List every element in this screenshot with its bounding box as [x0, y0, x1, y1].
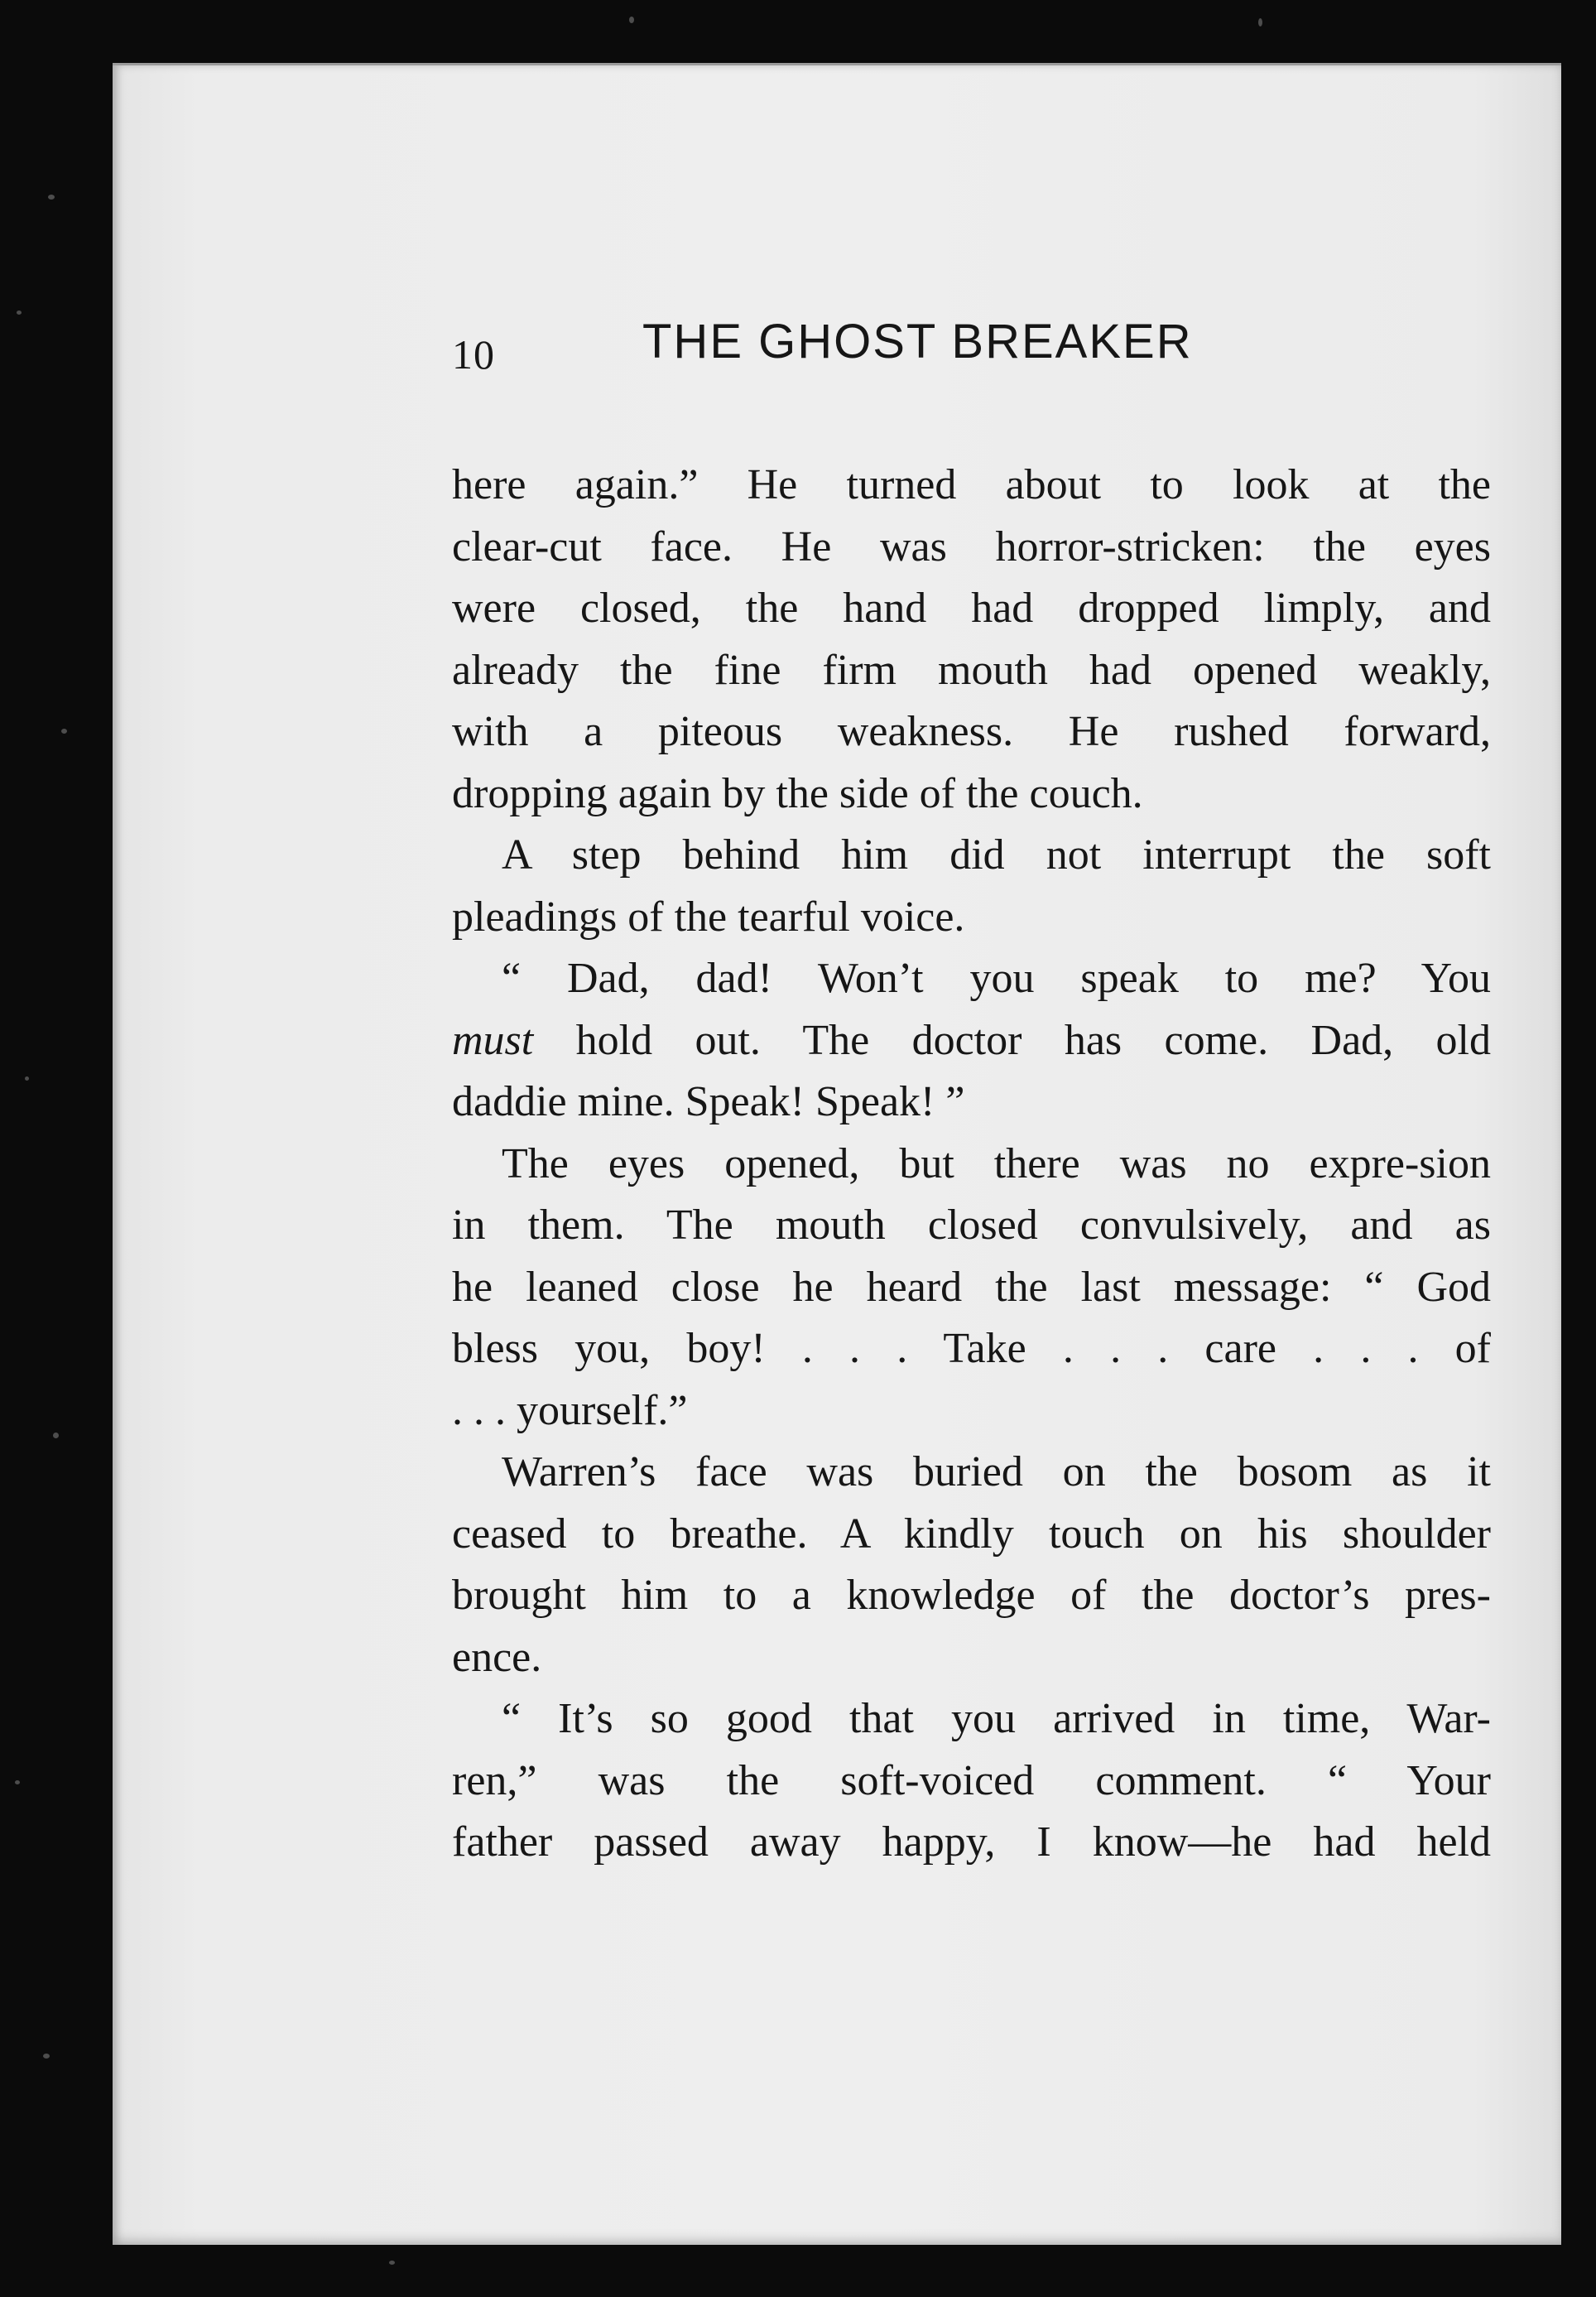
- text-line: dropping again by the side of the couch.: [452, 769, 1143, 817]
- text-line: “ Dad, dad! Won’t you speak to me? You: [502, 955, 1491, 1002]
- page-header: [452, 314, 1363, 397]
- text-line: ren,” was the soft-voiced comment. “ Your: [452, 1756, 1491, 1804]
- scan-speck: [15, 1780, 20, 1784]
- text-line: he leaned close he heard the last message: “ God: [452, 1263, 1491, 1311]
- text-line-rest: hold out. The doctor has come. Dad, old: [575, 1016, 1491, 1064]
- text-line: father passed away happy, I know—he had held: [452, 1818, 1491, 1866]
- text-line: Warren’s face was buried on the bosom as it: [502, 1448, 1491, 1495]
- text-line: clear-cut face. He was horror-stricken: the eyes: [452, 522, 1491, 571]
- running-title: THE GHOST BREAKER: [642, 315, 1193, 368]
- scan-speck: [629, 17, 634, 23]
- scan-speck: [389, 2261, 395, 2265]
- text-line: pleadings of the tearful voice.: [452, 893, 965, 941]
- text-line: with a piteous weakness. He rushed forward,: [452, 708, 1491, 755]
- book-page: [113, 63, 1561, 2245]
- scan-speck: [48, 195, 55, 200]
- scan-speck: [1258, 18, 1262, 26]
- text-line: here again.” He turned about to look at the: [452, 461, 1491, 508]
- text-line: brought him to a knowledge of the doctor’s pres-: [452, 1572, 1491, 1619]
- page-number: 10: [452, 331, 495, 378]
- scan-speck: [53, 1433, 59, 1438]
- text-line: in them. The mouth closed convulsively, and as: [452, 1201, 1491, 1249]
- text-line: A step behind him did not interrupt the soft: [502, 831, 1491, 879]
- text-line: were closed, the hand had dropped limply, and: [452, 585, 1491, 632]
- text-line: [452, 1010, 1491, 1072]
- text-line: ence.: [452, 1633, 542, 1681]
- body-text: [452, 455, 1491, 1874]
- text-line: ceased to breathe. A kindly touch on his shoulder: [452, 1510, 1491, 1558]
- text-line: . . . yourself.”: [452, 1386, 688, 1434]
- scan-speck: [25, 1076, 29, 1081]
- scan-speck: [61, 729, 67, 734]
- scan-speck: [43, 2054, 50, 2059]
- text-line: “ It’s so good that you arrived in time, War-: [502, 1695, 1491, 1742]
- text-line: already the fine firm mouth had opened weakly,: [452, 646, 1491, 694]
- text-line: daddie mine. Speak! Speak! ”: [452, 1078, 965, 1125]
- italic-word: must: [452, 1016, 534, 1064]
- scan-speck: [17, 311, 22, 315]
- text-line: The eyes opened, but there was no expre-sion: [502, 1139, 1491, 1187]
- text-line: bless you, boy! . . . Take . . . care . . . of: [452, 1325, 1491, 1372]
